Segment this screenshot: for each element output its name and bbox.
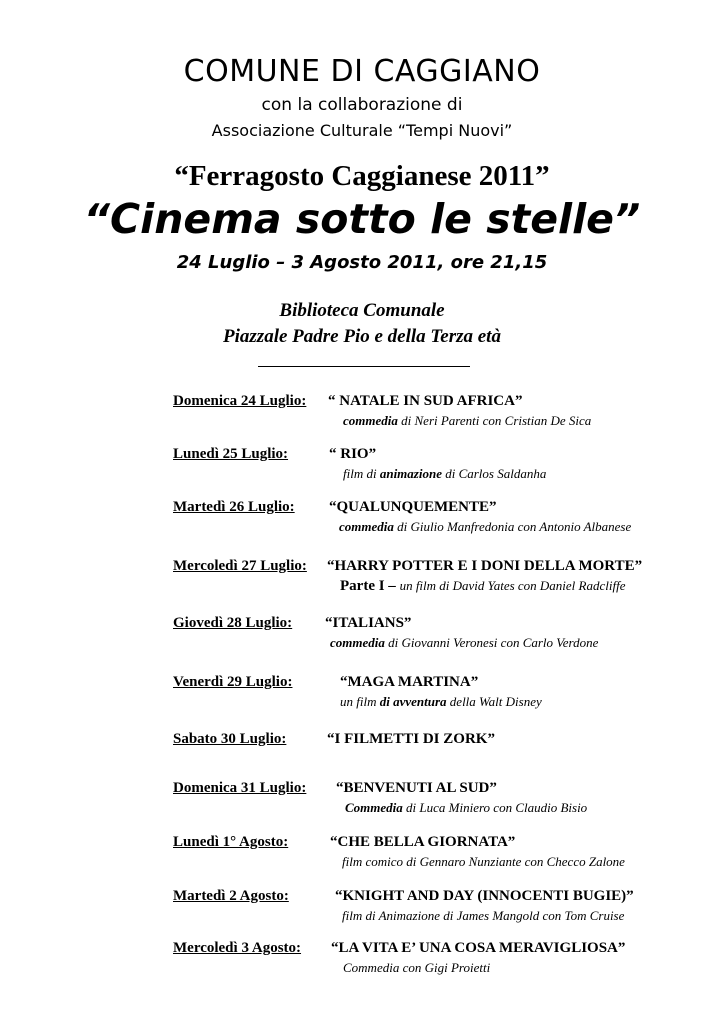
- film-title: “QUALUNQUEMENTE”: [329, 499, 497, 515]
- film-description: commedia di Neri Parenti con Cristian De Sica: [343, 413, 592, 428]
- schedule-day: Martedì 2 Agosto:: [173, 888, 289, 904]
- film-description: film di animazione di Carlos Saldanha: [343, 466, 547, 481]
- schedule-day: Lunedì 1° Agosto:: [173, 834, 289, 850]
- schedule-day: Domenica 31 Luglio:: [173, 780, 307, 796]
- film-title: “I FILMETTI DI ZORK”: [327, 731, 495, 747]
- schedule-day: Mercoledì 3 Agosto:: [173, 940, 302, 956]
- film-title: “ITALIANS”: [325, 615, 412, 631]
- film-description: film di Animazione di James Mangold con Tom Cruise: [342, 908, 625, 923]
- schedule-day: Martedì 26 Luglio:: [173, 499, 295, 515]
- schedule-day: Venerdì 29 Luglio:: [173, 674, 293, 690]
- schedule-day: Domenica 24 Luglio:: [173, 393, 307, 409]
- schedule-row: [0, 940, 724, 984]
- schedule-row: [0, 393, 724, 437]
- schedule-day: Mercoledì 27 Luglio:: [173, 558, 307, 574]
- schedule-day: Lunedì 25 Luglio:: [173, 446, 289, 462]
- film-title: “HARRY POTTER E I DONI DELLA MORTE”: [327, 558, 643, 574]
- film-description: commedia di Giulio Manfredonia con Antonio Albanese: [339, 519, 632, 534]
- venue-name: Biblioteca Comunale: [279, 300, 445, 321]
- event-subtitle: “Cinema sotto le stelle”: [83, 195, 641, 243]
- schedule-day: Giovedì 28 Luglio:: [173, 615, 293, 631]
- collaboration-line: con la collaborazione di: [261, 95, 463, 115]
- schedule-row: [0, 731, 724, 775]
- schedule-day: Sabato 30 Luglio:: [173, 731, 287, 747]
- venue-address: Piazzale Padre Pio e della Terza età: [223, 326, 501, 347]
- association-name: Associazione Culturale “Tempi Nuovi”: [211, 121, 513, 140]
- film-description: Commedia di Luca Miniero con Claudio Bisio: [345, 800, 588, 815]
- film-description: commedia di Giovanni Veronesi con Carlo Verdone: [330, 635, 599, 650]
- film-description: film comico di Gennaro Nunziante con Checco Zalone: [342, 854, 625, 869]
- film-description: Commedia con Gigi Proietti: [343, 960, 491, 975]
- film-title: “LA VITA E’ UNA COSA MERAVIGLIOSA”: [331, 940, 626, 956]
- schedule-row: [0, 888, 724, 932]
- page-title: COMUNE DI CAGGIANO: [183, 54, 541, 89]
- film-title: “KNIGHT AND DAY (INNOCENTI BUGIE)”: [335, 888, 634, 904]
- film-title: “BENVENUTI AL SUD”: [336, 780, 497, 796]
- film-title: “CHE BELLA GIORNATA”: [330, 834, 516, 850]
- event-dates: 24 Luglio – 3 Agosto 2011, ore 21,15: [176, 252, 548, 273]
- divider: [258, 366, 470, 367]
- schedule-row: [0, 446, 724, 490]
- film-description: un film di avventura della Walt Disney: [340, 694, 542, 709]
- schedule-row: [0, 558, 724, 602]
- event-title: “Ferragosto Caggianese 2011”: [174, 160, 550, 192]
- film-title: “ RIO”: [329, 446, 377, 462]
- film-description: Parte I – un film di David Yates con Daniel Radcliffe: [340, 578, 626, 594]
- schedule-row: [0, 499, 724, 543]
- schedule-row: [0, 780, 724, 824]
- film-title: “ NATALE IN SUD AFRICA”: [328, 393, 523, 409]
- schedule-row: [0, 674, 724, 718]
- film-title: “MAGA MARTINA”: [340, 674, 479, 690]
- schedule-row: [0, 834, 724, 878]
- schedule-row: [0, 615, 724, 659]
